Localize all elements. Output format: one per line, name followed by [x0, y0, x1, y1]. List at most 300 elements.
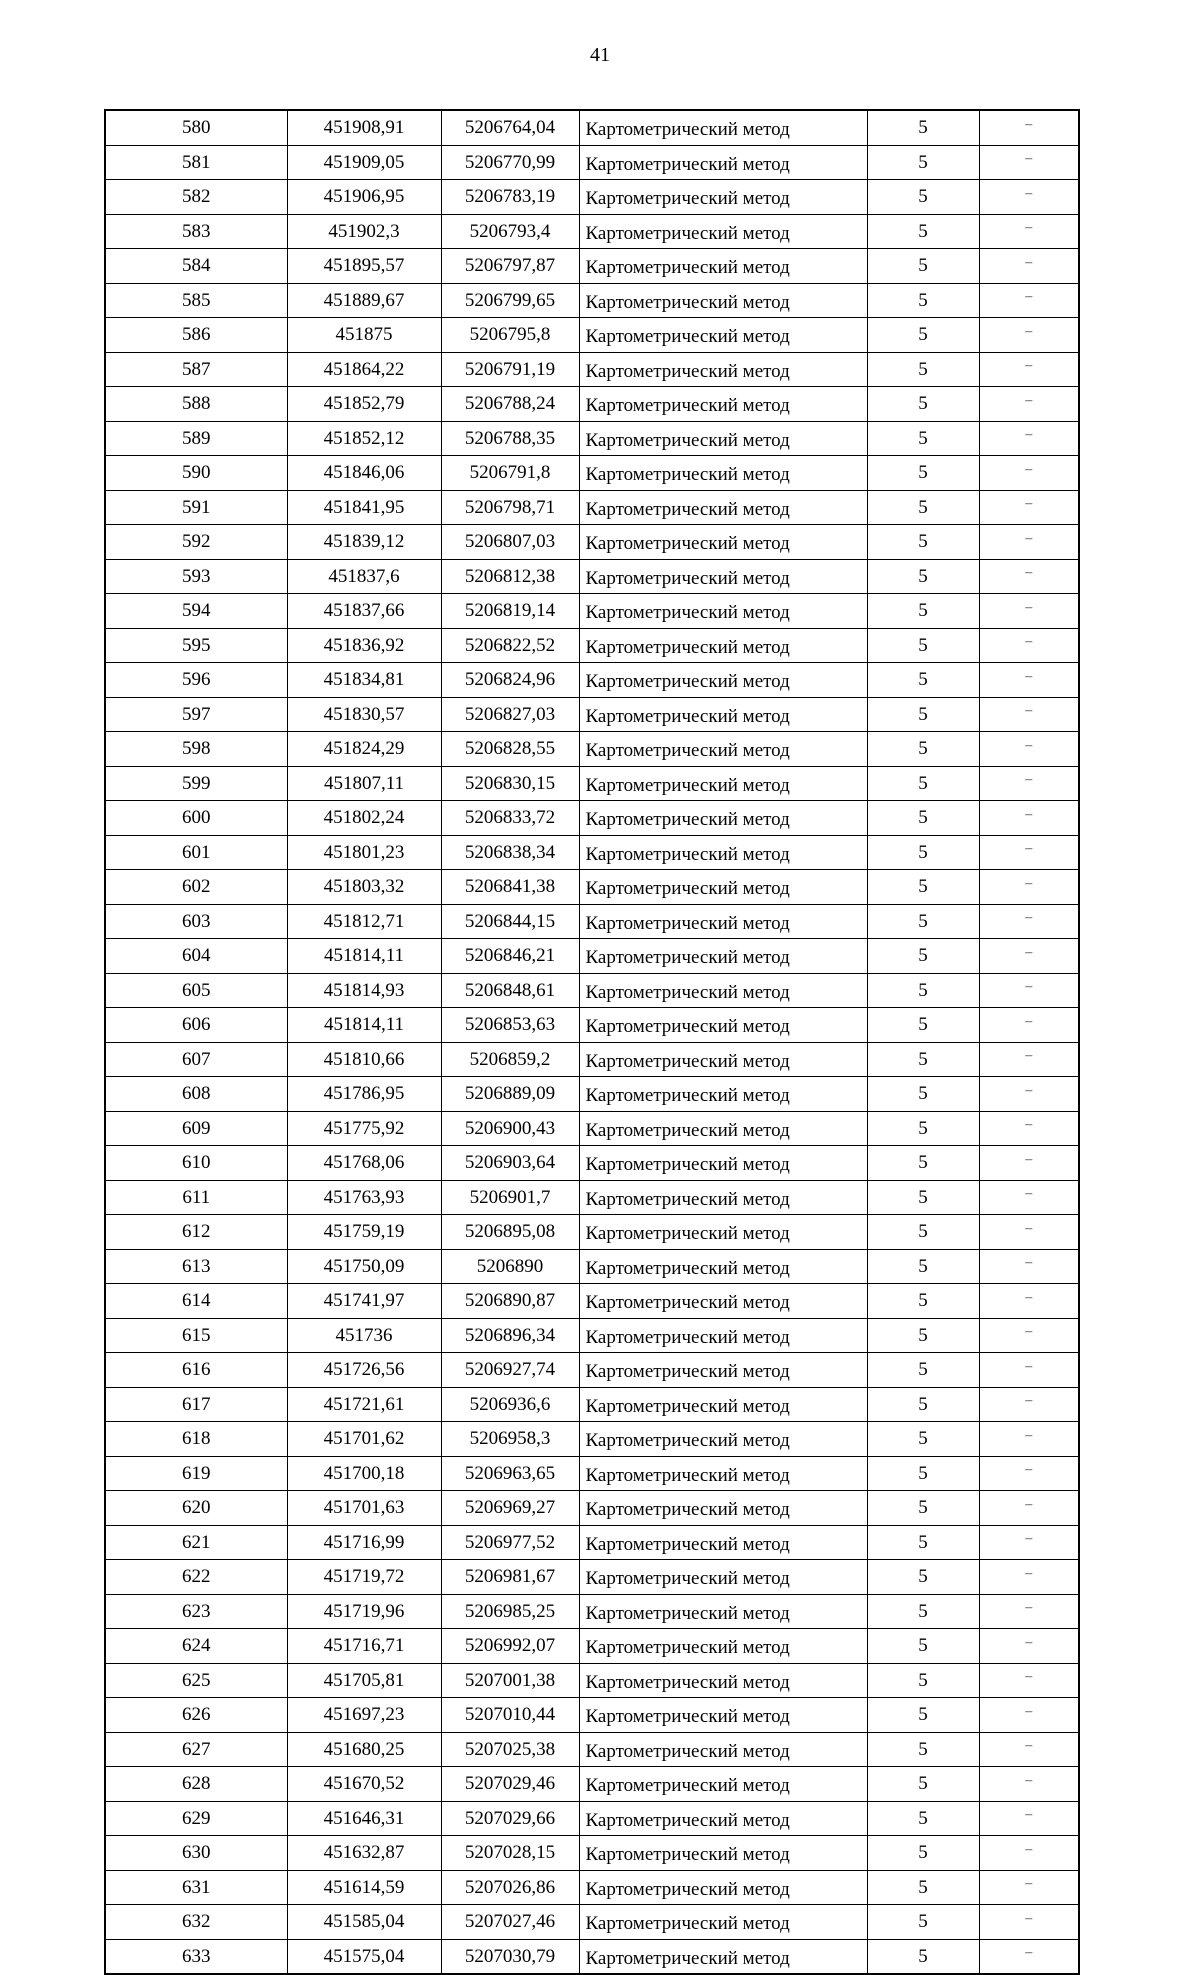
- x-coordinate-cell: 451670,52: [287, 1767, 441, 1802]
- x-coordinate-cell: 451716,99: [287, 1525, 441, 1560]
- y-coordinate-cell: 5207027,46: [441, 1905, 579, 1940]
- note-cell: –: [979, 283, 1079, 318]
- table-row: [105, 1560, 1079, 1595]
- note-cell: –: [979, 1215, 1079, 1250]
- y-coordinate-cell: 5206838,34: [441, 835, 579, 870]
- y-coordinate-cell: 5206859,2: [441, 1042, 579, 1077]
- table-row: [105, 1456, 1079, 1491]
- x-coordinate-cell: 451834,81: [287, 663, 441, 698]
- table-row: [105, 628, 1079, 663]
- accuracy-cell: 5: [867, 1560, 979, 1595]
- method-cell: Картометрический метод: [579, 1008, 867, 1043]
- x-coordinate-cell: 451836,92: [287, 628, 441, 663]
- note-cell: –: [979, 1249, 1079, 1284]
- point-number-cell: 622: [105, 1560, 287, 1595]
- x-coordinate-cell: 451814,93: [287, 973, 441, 1008]
- x-coordinate-cell: 451736: [287, 1318, 441, 1353]
- point-number-cell: 633: [105, 1939, 287, 1974]
- method-cell: Картометрический метод: [579, 1353, 867, 1388]
- y-coordinate-cell: 5206833,72: [441, 801, 579, 836]
- method-cell: Картометрический метод: [579, 1525, 867, 1560]
- y-coordinate-cell: 5206900,43: [441, 1111, 579, 1146]
- note-cell: –: [979, 1767, 1079, 1802]
- method-cell: Картометрический метод: [579, 283, 867, 318]
- accuracy-cell: 5: [867, 939, 979, 974]
- y-coordinate-cell: 5206890,87: [441, 1284, 579, 1319]
- note-cell: –: [979, 732, 1079, 767]
- y-coordinate-cell: 5206969,27: [441, 1491, 579, 1526]
- x-coordinate-cell: 451839,12: [287, 525, 441, 560]
- x-coordinate-cell: 451632,87: [287, 1836, 441, 1871]
- note-cell: –: [979, 1491, 1079, 1526]
- method-cell: Картометрический метод: [579, 835, 867, 870]
- y-coordinate-cell: 5206798,71: [441, 490, 579, 525]
- point-number-cell: 581: [105, 145, 287, 180]
- accuracy-cell: 5: [867, 1870, 979, 1905]
- method-cell: Картометрический метод: [579, 1387, 867, 1422]
- note-cell: –: [979, 973, 1079, 1008]
- point-number-cell: 626: [105, 1698, 287, 1733]
- accuracy-cell: 5: [867, 352, 979, 387]
- table-row: [105, 1077, 1079, 1112]
- method-cell: Картометрический метод: [579, 214, 867, 249]
- accuracy-cell: 5: [867, 1215, 979, 1250]
- note-cell: –: [979, 1111, 1079, 1146]
- y-coordinate-cell: 5206764,04: [441, 110, 579, 145]
- x-coordinate-cell: 451824,29: [287, 732, 441, 767]
- method-cell: Картометрический метод: [579, 1767, 867, 1802]
- point-number-cell: 599: [105, 766, 287, 801]
- method-cell: Картометрический метод: [579, 1939, 867, 1974]
- point-number-cell: 608: [105, 1077, 287, 1112]
- note-cell: –: [979, 1180, 1079, 1215]
- accuracy-cell: 5: [867, 214, 979, 249]
- method-cell: Картометрический метод: [579, 249, 867, 284]
- point-number-cell: 603: [105, 904, 287, 939]
- table-row: [105, 1042, 1079, 1077]
- table-row: [105, 1422, 1079, 1457]
- table-row: [105, 490, 1079, 525]
- x-coordinate-cell: 451575,04: [287, 1939, 441, 1974]
- y-coordinate-cell: 5206812,38: [441, 559, 579, 594]
- x-coordinate-cell: 451837,6: [287, 559, 441, 594]
- method-cell: Картометрический метод: [579, 1663, 867, 1698]
- y-coordinate-cell: 5206896,34: [441, 1318, 579, 1353]
- accuracy-cell: 5: [867, 1525, 979, 1560]
- y-coordinate-cell: 5206903,64: [441, 1146, 579, 1181]
- table-row: [105, 1111, 1079, 1146]
- table-row: [105, 525, 1079, 560]
- note-cell: –: [979, 904, 1079, 939]
- method-cell: Картометрический метод: [579, 1422, 867, 1457]
- y-coordinate-cell: 5207029,66: [441, 1801, 579, 1836]
- point-number-cell: 615: [105, 1318, 287, 1353]
- table-row: [105, 1594, 1079, 1629]
- point-number-cell: 587: [105, 352, 287, 387]
- method-cell: Картометрический метод: [579, 525, 867, 560]
- table-row: [105, 1698, 1079, 1733]
- table-row: [105, 973, 1079, 1008]
- accuracy-cell: 5: [867, 559, 979, 594]
- y-coordinate-cell: 5206927,74: [441, 1353, 579, 1388]
- point-number-cell: 604: [105, 939, 287, 974]
- accuracy-cell: 5: [867, 1111, 979, 1146]
- table-row: [105, 732, 1079, 767]
- point-number-cell: 629: [105, 1801, 287, 1836]
- y-coordinate-cell: 5207029,46: [441, 1767, 579, 1802]
- note-cell: –: [979, 835, 1079, 870]
- method-cell: Картометрический метод: [579, 870, 867, 905]
- point-number-cell: 630: [105, 1836, 287, 1871]
- x-coordinate-cell: 451775,92: [287, 1111, 441, 1146]
- table-row: [105, 904, 1079, 939]
- accuracy-cell: 5: [867, 1284, 979, 1319]
- note-cell: –: [979, 1077, 1079, 1112]
- y-coordinate-cell: 5206788,24: [441, 387, 579, 422]
- note-cell: –: [979, 1629, 1079, 1664]
- note-cell: –: [979, 525, 1079, 560]
- accuracy-cell: 5: [867, 110, 979, 145]
- accuracy-cell: 5: [867, 1456, 979, 1491]
- table-row: [105, 145, 1079, 180]
- note-cell: –: [979, 1456, 1079, 1491]
- note-cell: –: [979, 801, 1079, 836]
- note-cell: –: [979, 594, 1079, 629]
- point-number-cell: 618: [105, 1422, 287, 1457]
- note-cell: –: [979, 110, 1079, 145]
- y-coordinate-cell: 5206791,8: [441, 456, 579, 491]
- note-cell: –: [979, 1042, 1079, 1077]
- accuracy-cell: 5: [867, 1836, 979, 1871]
- table-row: [105, 697, 1079, 732]
- accuracy-cell: 5: [867, 1180, 979, 1215]
- y-coordinate-cell: 5206783,19: [441, 180, 579, 215]
- method-cell: Картометрический метод: [579, 801, 867, 836]
- y-coordinate-cell: 5206846,21: [441, 939, 579, 974]
- x-coordinate-cell: 451801,23: [287, 835, 441, 870]
- method-cell: Картометрический метод: [579, 1801, 867, 1836]
- method-cell: Картометрический метод: [579, 1284, 867, 1319]
- table-row: [105, 1870, 1079, 1905]
- x-coordinate-cell: 451721,61: [287, 1387, 441, 1422]
- x-coordinate-cell: 451837,66: [287, 594, 441, 629]
- point-number-cell: 612: [105, 1215, 287, 1250]
- accuracy-cell: 5: [867, 1767, 979, 1802]
- accuracy-cell: 5: [867, 283, 979, 318]
- table-row: [105, 1008, 1079, 1043]
- accuracy-cell: 5: [867, 180, 979, 215]
- note-cell: –: [979, 1801, 1079, 1836]
- method-cell: Картометрический метод: [579, 973, 867, 1008]
- method-cell: Картометрический метод: [579, 663, 867, 698]
- accuracy-cell: 5: [867, 870, 979, 905]
- note-cell: –: [979, 180, 1079, 215]
- method-cell: Картометрический метод: [579, 352, 867, 387]
- coordinates-table-body: [105, 110, 1079, 1974]
- note-cell: –: [979, 1146, 1079, 1181]
- note-cell: –: [979, 214, 1079, 249]
- x-coordinate-cell: 451803,32: [287, 870, 441, 905]
- x-coordinate-cell: 451802,24: [287, 801, 441, 836]
- x-coordinate-cell: 451719,72: [287, 1560, 441, 1595]
- point-number-cell: 619: [105, 1456, 287, 1491]
- note-cell: –: [979, 1318, 1079, 1353]
- note-cell: –: [979, 1422, 1079, 1457]
- point-number-cell: 632: [105, 1905, 287, 1940]
- accuracy-cell: 5: [867, 525, 979, 560]
- y-coordinate-cell: 5206822,52: [441, 628, 579, 663]
- x-coordinate-cell: 451902,3: [287, 214, 441, 249]
- table-row: [105, 283, 1079, 318]
- accuracy-cell: 5: [867, 249, 979, 284]
- point-number-cell: 628: [105, 1767, 287, 1802]
- table-row: [105, 663, 1079, 698]
- y-coordinate-cell: 5206992,07: [441, 1629, 579, 1664]
- x-coordinate-cell: 451768,06: [287, 1146, 441, 1181]
- point-number-cell: 607: [105, 1042, 287, 1077]
- x-coordinate-cell: 451852,12: [287, 421, 441, 456]
- method-cell: Картометрический метод: [579, 490, 867, 525]
- note-cell: –: [979, 1387, 1079, 1422]
- point-number-cell: 592: [105, 525, 287, 560]
- method-cell: Картометрический метод: [579, 1698, 867, 1733]
- point-number-cell: 597: [105, 697, 287, 732]
- note-cell: –: [979, 1560, 1079, 1595]
- method-cell: Картометрический метод: [579, 939, 867, 974]
- table-row: [105, 1215, 1079, 1250]
- table-row: [105, 801, 1079, 836]
- y-coordinate-cell: 5206793,4: [441, 214, 579, 249]
- y-coordinate-cell: 5206963,65: [441, 1456, 579, 1491]
- table-row: [105, 1629, 1079, 1664]
- note-cell: –: [979, 1870, 1079, 1905]
- table-row: [105, 387, 1079, 422]
- method-cell: Картометрический метод: [579, 766, 867, 801]
- x-coordinate-cell: 451830,57: [287, 697, 441, 732]
- accuracy-cell: 5: [867, 1801, 979, 1836]
- point-number-cell: 600: [105, 801, 287, 836]
- table-row: [105, 1905, 1079, 1940]
- note-cell: –: [979, 766, 1079, 801]
- y-coordinate-cell: 5206848,61: [441, 973, 579, 1008]
- method-cell: Картометрический метод: [579, 697, 867, 732]
- accuracy-cell: 5: [867, 1698, 979, 1733]
- table-row: [105, 870, 1079, 905]
- table-row: [105, 1732, 1079, 1767]
- x-coordinate-cell: 451719,96: [287, 1594, 441, 1629]
- table-row: [105, 594, 1079, 629]
- x-coordinate-cell: 451889,67: [287, 283, 441, 318]
- table-row: [105, 1318, 1079, 1353]
- note-cell: –: [979, 145, 1079, 180]
- y-coordinate-cell: 5207026,86: [441, 1870, 579, 1905]
- table-row: [105, 835, 1079, 870]
- note-cell: –: [979, 1284, 1079, 1319]
- method-cell: Картометрический метод: [579, 559, 867, 594]
- point-number-cell: 616: [105, 1353, 287, 1388]
- x-coordinate-cell: 451697,23: [287, 1698, 441, 1733]
- y-coordinate-cell: 5206936,6: [441, 1387, 579, 1422]
- note-cell: –: [979, 1698, 1079, 1733]
- table-row: [105, 1801, 1079, 1836]
- x-coordinate-cell: 451814,11: [287, 1008, 441, 1043]
- x-coordinate-cell: 451614,59: [287, 1870, 441, 1905]
- point-number-cell: 588: [105, 387, 287, 422]
- table-row: [105, 110, 1079, 145]
- x-coordinate-cell: 451841,95: [287, 490, 441, 525]
- y-coordinate-cell: 5206799,65: [441, 283, 579, 318]
- method-cell: Картометрический метод: [579, 110, 867, 145]
- table-row: [105, 559, 1079, 594]
- x-coordinate-cell: 451864,22: [287, 352, 441, 387]
- x-coordinate-cell: 451705,81: [287, 1663, 441, 1698]
- method-cell: Картометрический метод: [579, 318, 867, 353]
- note-cell: –: [979, 1836, 1079, 1871]
- x-coordinate-cell: 451909,05: [287, 145, 441, 180]
- coordinates-table: [104, 109, 1080, 1975]
- table-row: [105, 1663, 1079, 1698]
- table-row: [105, 456, 1079, 491]
- x-coordinate-cell: 451875: [287, 318, 441, 353]
- x-coordinate-cell: 451716,71: [287, 1629, 441, 1664]
- y-coordinate-cell: 5206977,52: [441, 1525, 579, 1560]
- accuracy-cell: 5: [867, 1905, 979, 1940]
- point-number-cell: 585: [105, 283, 287, 318]
- x-coordinate-cell: 451906,95: [287, 180, 441, 215]
- x-coordinate-cell: 451701,62: [287, 1422, 441, 1457]
- x-coordinate-cell: 451750,09: [287, 1249, 441, 1284]
- method-cell: Картометрический метод: [579, 145, 867, 180]
- note-cell: –: [979, 1594, 1079, 1629]
- accuracy-cell: 5: [867, 1042, 979, 1077]
- point-number-cell: 583: [105, 214, 287, 249]
- note-cell: –: [979, 1008, 1079, 1043]
- note-cell: –: [979, 697, 1079, 732]
- accuracy-cell: 5: [867, 766, 979, 801]
- method-cell: Картометрический метод: [579, 1629, 867, 1664]
- table-row: [105, 1767, 1079, 1802]
- table-row: [105, 1146, 1079, 1181]
- method-cell: Картометрический метод: [579, 1870, 867, 1905]
- note-cell: –: [979, 1732, 1079, 1767]
- accuracy-cell: 5: [867, 1077, 979, 1112]
- table-row: [105, 1491, 1079, 1526]
- y-coordinate-cell: 5206901,7: [441, 1180, 579, 1215]
- point-number-cell: 631: [105, 1870, 287, 1905]
- table-row: [105, 1249, 1079, 1284]
- point-number-cell: 627: [105, 1732, 287, 1767]
- accuracy-cell: 5: [867, 1422, 979, 1457]
- accuracy-cell: 5: [867, 594, 979, 629]
- y-coordinate-cell: 5206797,87: [441, 249, 579, 284]
- y-coordinate-cell: 5207030,79: [441, 1939, 579, 1974]
- x-coordinate-cell: 451852,79: [287, 387, 441, 422]
- note-cell: –: [979, 1663, 1079, 1698]
- x-coordinate-cell: 451741,97: [287, 1284, 441, 1319]
- method-cell: Картометрический метод: [579, 387, 867, 422]
- method-cell: Картометрический метод: [579, 628, 867, 663]
- point-number-cell: 610: [105, 1146, 287, 1181]
- point-number-cell: 584: [105, 249, 287, 284]
- x-coordinate-cell: 451786,95: [287, 1077, 441, 1112]
- y-coordinate-cell: 5207010,44: [441, 1698, 579, 1733]
- note-cell: –: [979, 352, 1079, 387]
- method-cell: Картометрический метод: [579, 456, 867, 491]
- accuracy-cell: 5: [867, 490, 979, 525]
- point-number-cell: 601: [105, 835, 287, 870]
- x-coordinate-cell: 451701,63: [287, 1491, 441, 1526]
- y-coordinate-cell: 5206958,3: [441, 1422, 579, 1457]
- method-cell: Картометрический метод: [579, 1732, 867, 1767]
- accuracy-cell: 5: [867, 1629, 979, 1664]
- y-coordinate-cell: 5206889,09: [441, 1077, 579, 1112]
- point-number-cell: 595: [105, 628, 287, 663]
- note-cell: –: [979, 1353, 1079, 1388]
- method-cell: Картометрический метод: [579, 180, 867, 215]
- x-coordinate-cell: 451763,93: [287, 1180, 441, 1215]
- note-cell: –: [979, 1939, 1079, 1974]
- x-coordinate-cell: 451908,91: [287, 110, 441, 145]
- method-cell: Картометрический метод: [579, 1042, 867, 1077]
- page-number: 41: [590, 44, 610, 66]
- accuracy-cell: 5: [867, 697, 979, 732]
- method-cell: Картометрический метод: [579, 904, 867, 939]
- method-cell: Картометрический метод: [579, 1836, 867, 1871]
- x-coordinate-cell: 451810,66: [287, 1042, 441, 1077]
- y-coordinate-cell: 5206828,55: [441, 732, 579, 767]
- y-coordinate-cell: 5206795,8: [441, 318, 579, 353]
- y-coordinate-cell: 5206895,08: [441, 1215, 579, 1250]
- accuracy-cell: 5: [867, 456, 979, 491]
- accuracy-cell: 5: [867, 1732, 979, 1767]
- x-coordinate-cell: 451846,06: [287, 456, 441, 491]
- y-coordinate-cell: 5206853,63: [441, 1008, 579, 1043]
- note-cell: –: [979, 559, 1079, 594]
- note-cell: –: [979, 628, 1079, 663]
- table-row: [105, 249, 1079, 284]
- point-number-cell: 624: [105, 1629, 287, 1664]
- y-coordinate-cell: 5206788,35: [441, 421, 579, 456]
- note-cell: –: [979, 421, 1079, 456]
- point-number-cell: 625: [105, 1663, 287, 1698]
- table-row: [105, 318, 1079, 353]
- y-coordinate-cell: 5207001,38: [441, 1663, 579, 1698]
- table-row: [105, 1525, 1079, 1560]
- x-coordinate-cell: 451646,31: [287, 1801, 441, 1836]
- accuracy-cell: 5: [867, 1353, 979, 1388]
- accuracy-cell: 5: [867, 904, 979, 939]
- note-cell: –: [979, 939, 1079, 974]
- table-row: [105, 1284, 1079, 1319]
- y-coordinate-cell: 5206985,25: [441, 1594, 579, 1629]
- accuracy-cell: 5: [867, 387, 979, 422]
- table-row: [105, 766, 1079, 801]
- point-number-cell: 594: [105, 594, 287, 629]
- x-coordinate-cell: 451585,04: [287, 1905, 441, 1940]
- table-row: [105, 352, 1079, 387]
- accuracy-cell: 5: [867, 1146, 979, 1181]
- note-cell: –: [979, 249, 1079, 284]
- table-row: [105, 1836, 1079, 1871]
- table-row: [105, 421, 1079, 456]
- accuracy-cell: 5: [867, 1387, 979, 1422]
- point-number-cell: 598: [105, 732, 287, 767]
- point-number-cell: 590: [105, 456, 287, 491]
- accuracy-cell: 5: [867, 1594, 979, 1629]
- note-cell: –: [979, 663, 1079, 698]
- point-number-cell: 617: [105, 1387, 287, 1422]
- y-coordinate-cell: 5206890: [441, 1249, 579, 1284]
